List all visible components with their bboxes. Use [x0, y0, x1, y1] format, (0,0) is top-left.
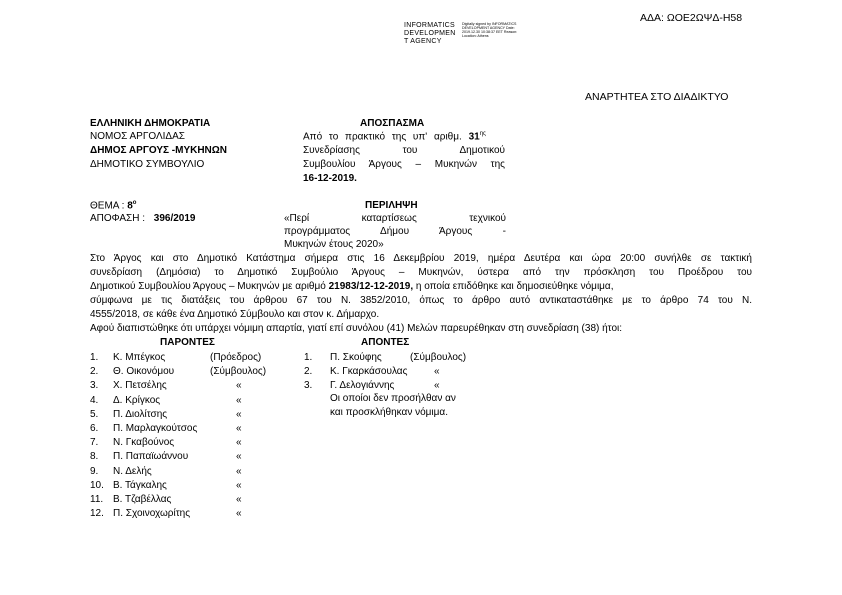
signature-logo-line-1: INFORMATICS: [404, 22, 456, 29]
quorum-paragraph: Αφού διαπιστώθηκε ότι υπάρχει νόμιμη απαρτία, γιατί επί συνόλου (41) Μελών παρευρέθηκαν στη συνεδρίαση (38) ήτοι:: [90, 323, 623, 334]
summary-line-3: Μυκηνών έτους 2020»: [284, 239, 384, 250]
present-member-number: 5.: [90, 408, 99, 420]
present-member-number: 7.: [90, 437, 99, 449]
present-member-role: (Πρόεδρος): [210, 352, 262, 363]
theme-sup: ο: [132, 200, 137, 206]
present-member-name: Δ. Κρίγκος: [113, 394, 161, 406]
theme: [90, 200, 136, 211]
present-heading: ΠΑΡΟΝΤΕΣ: [160, 337, 215, 348]
present-member-number: 2.: [90, 366, 99, 378]
summary-title: ΠΕΡΙΛΗΨΗ: [365, 200, 418, 211]
signature-logo-line-3: T AGENCY: [404, 38, 442, 45]
extract-title: ΑΠΟΣΠΑΣΜΑ: [360, 118, 425, 129]
decision: [90, 213, 196, 224]
present-member-name: Ν. Δελής: [113, 465, 152, 477]
absent-member-number: 2.: [304, 366, 313, 378]
issuer-council: ΔΗΜΟΤΙΚΟ ΣΥΜΒΟΥΛΙΟ: [90, 159, 205, 170]
summary-line-1: «Περί καταρτίσεως τεχνικού: [284, 213, 506, 224]
present-member-role: «: [236, 380, 242, 392]
body-line-3-c: η οποία επιδόθηκε και δημοσιεύθηκε νόμιμα,: [413, 281, 614, 292]
body-line-4: σύμφωνα με τις διατάξεις του άρθρου 67 του Ν. 3852/2010, όπως το άρθρο αυτό αντικαταστάθηκε με το άρθρο 74 του Ν.: [90, 295, 752, 306]
present-member-role: (Σύμβουλος): [210, 366, 267, 378]
decision-value: 396/2019: [153, 213, 196, 224]
present-member-name: Π. Διολίτσης: [113, 408, 168, 420]
extract-line-1-text: Από το πρακτικό της υπ' αριθμ. 31: [303, 131, 480, 143]
absent-member-number: 3.: [304, 380, 313, 392]
present-member-name: Π. Σχοινοχωρίτης: [113, 508, 191, 520]
present-member-role: «: [236, 508, 242, 520]
extract-session-number: 31: [468, 131, 480, 143]
absent-member-number: 1.: [304, 352, 313, 363]
extract-line-1: [303, 131, 505, 142]
absent-member-name: Κ. Γκαρκάσουλας: [330, 366, 408, 378]
body-line-3: [90, 281, 752, 292]
absent-note-line-1: Οι οποίοι δεν προσήλθαν αν: [330, 393, 456, 404]
signature-details: Digitally signed by INFORMATICS DEVELOPMENT AGENCY Date: 2019.12.30 10:38:37 EET Reason: Location: Athens: [462, 22, 518, 38]
body-line-5: 4555/2018, σε κάθε ένα Δημοτικό Σύμβουλο και στον κ. Δήμαρχο.: [90, 309, 380, 320]
present-member-number: 11.: [90, 494, 104, 505]
body-line-1: Στο Άργος και στο Δημοτικό Κατάστημα σήμερα στις 16 Δεκεμβρίου 2019, ημέρα Δευτέρα και ώρα 20:00 συνήλθε σε τακτική: [90, 253, 752, 264]
present-member-number: 1.: [90, 352, 99, 363]
issuer-municipality: ΔΗΜΟΣ ΑΡΓΟΥΣ -ΜΥΚΗΝΩΝ: [90, 145, 228, 156]
extract-line-1-sup: ης: [479, 131, 486, 137]
absent-heading: ΑΠΟΝΤΕΣ: [361, 337, 410, 348]
extract-date: 16-12-2019.: [303, 173, 357, 184]
present-member-number: 3.: [90, 380, 99, 392]
present-member-number: 8.: [90, 451, 99, 463]
posting-notice: ΑΝΑΡΤΗΤΕΑ ΣΤΟ ΔΙΑΔΙΚΤΥΟ: [585, 91, 729, 103]
theme-label: ΘΕΜΑ :: [90, 200, 128, 212]
present-member-name: Ν. Γκαβούνος: [113, 437, 175, 449]
present-member-number: 12.: [90, 508, 104, 520]
present-member-name: Π. Παπαϊωάννου: [113, 451, 189, 463]
absent-member-role: «: [434, 380, 440, 392]
absent-note-line-2: και προσκλήθηκαν νόμιμα.: [330, 407, 448, 418]
present-member-number: 6.: [90, 423, 99, 434]
absent-member-role: (Σύμβουλος): [410, 352, 467, 363]
ada-code: ΑΔΑ: ΩΟΕ2ΩΨΔ-Η58: [640, 12, 743, 24]
present-member-role: «: [236, 437, 242, 449]
extract-line-3: Συμβουλίου Άργους – Μυκηνών της: [303, 159, 505, 170]
theme-value: 8: [127, 200, 133, 212]
present-member-role: «: [236, 479, 242, 491]
body-line-3-ref: 21983/12-12-2019,: [328, 281, 414, 292]
extract-line-2: Συνεδρίασης του Δημοτικού: [303, 145, 505, 156]
summary-line-2: προγράμματος Δήμου Άργους -: [284, 226, 506, 237]
present-member-role: «: [236, 465, 242, 477]
present-member-name: Θ. Οικονόμου: [113, 366, 175, 378]
present-member-name: Β. Τάγκαλης: [113, 479, 167, 491]
present-member-role: «: [236, 408, 242, 420]
present-member-role: «: [236, 423, 242, 434]
present-member-name: Β. Τζαβέλλας: [113, 494, 172, 505]
absent-member-name: Γ. Δελογιάννης: [330, 380, 395, 392]
present-member-number: 4.: [90, 394, 99, 406]
issuer-republic: ΕΛΛΗΝΙΚΗ ΔΗΜΟΚΡΑΤΙΑ: [90, 118, 211, 129]
body-line-3-a: Δημοτικού Συμβουλίου Άργους – Μυκηνών με αριθμό: [90, 281, 329, 292]
present-member-role: «: [236, 394, 242, 406]
present-member-name: Π. Μαρλαγκούτσος: [113, 423, 198, 434]
decision-label: ΑΠΟΦΑΣΗ :: [90, 213, 148, 224]
present-member-number: 10.: [90, 479, 104, 491]
present-member-role: «: [236, 451, 242, 463]
present-member-name: Κ. Μπέγκος: [113, 352, 166, 363]
present-member-name: Χ. Πετσέλης: [113, 380, 167, 392]
absent-member-name: Π. Σκούφης: [330, 352, 382, 363]
body-line-2: συνεδρίαση (Δημόσια) το Δημοτικό Συμβούλιο Άργους – Μυκηνών, ύστερα από την πρόσκληση του Προέδρου του: [90, 267, 752, 278]
issuer-prefecture: ΝΟΜΟΣ ΑΡΓΟΛΙΔΑΣ: [90, 131, 185, 142]
digital-signature-stamp: [404, 22, 534, 56]
present-member-number: 9.: [90, 465, 99, 477]
absent-member-role: «: [434, 366, 440, 378]
signature-logo-line-2: DEVELOPMEN: [404, 30, 456, 37]
present-member-role: «: [236, 494, 242, 505]
